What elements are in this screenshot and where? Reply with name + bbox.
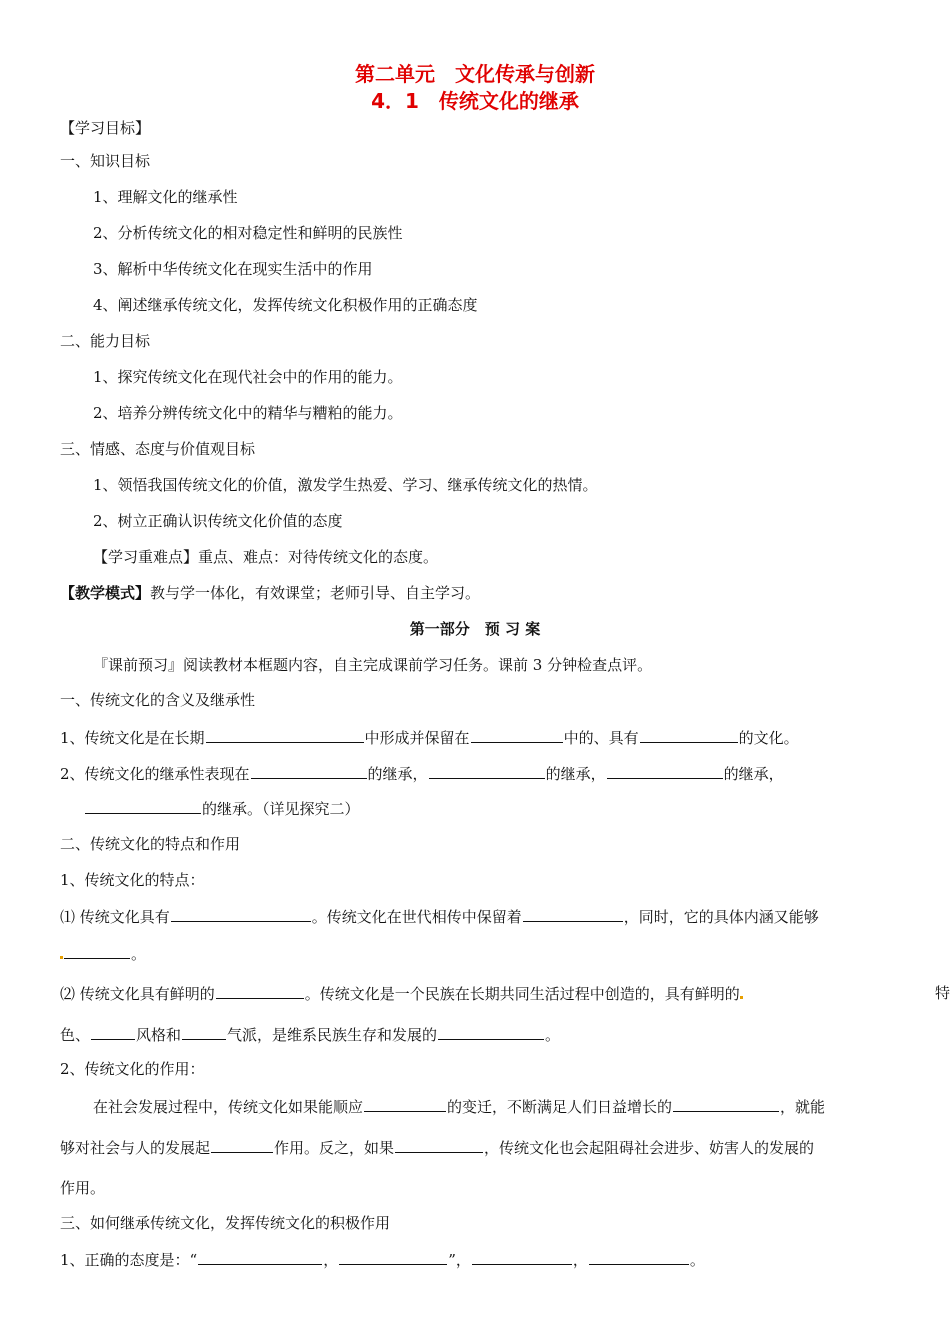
text-segment: 气派，是维系民族生存和发展的 (227, 1026, 438, 1044)
s2-r1 (93, 1096, 825, 1117)
fill-blank[interactable] (523, 906, 623, 922)
text-segment: 中的、具有 (563, 729, 639, 747)
fill-blank[interactable] (472, 1249, 572, 1265)
fill-blank[interactable] (640, 727, 738, 743)
fill-blank[interactable] (216, 983, 304, 999)
marker-dot (740, 996, 743, 999)
fill-blank[interactable] (673, 1096, 779, 1112)
objectives-heading: 【学习目标】 (60, 119, 151, 137)
knowledge-heading: 一、知识目标 (60, 152, 151, 170)
fill-blank[interactable] (251, 763, 367, 779)
text-segment: 中形成并保留在 (364, 729, 470, 747)
fill-blank[interactable] (607, 763, 723, 779)
text-segment: 的文化。 (738, 729, 799, 747)
part1-heading: 第一部分 预 习 案 (409, 620, 541, 638)
text-segment: 色、 (60, 1026, 91, 1044)
s1-q2-cont (84, 798, 360, 819)
text-segment: 在社会发展过程中，传统文化如果能顺应 (93, 1098, 364, 1116)
s2-r3: 作用。 (60, 1179, 106, 1197)
ability-heading: 二、能力目标 (60, 332, 151, 350)
emotion-item: 1、领悟我国传统文化的价值，激发学生热爱、学习、继承传统文化的热情。 (93, 476, 598, 494)
text-segment: ”， (448, 1251, 471, 1269)
s3-q1 (60, 1249, 705, 1270)
text-segment: 风格和 (136, 1026, 182, 1044)
fill-blank[interactable] (395, 1137, 483, 1153)
text-segment: 。 (131, 945, 147, 963)
text-segment: ⑵ 传统文化具有鲜明的 (60, 985, 215, 1003)
text-segment: 。 (689, 1251, 705, 1269)
text-segment: ⑴ 传统文化具有 (60, 908, 170, 926)
lesson-title: 4．1 传统文化的继承 (371, 89, 579, 113)
emotion-heading: 三、情感、态度与价值观目标 (60, 440, 256, 458)
text-segment: 1、传统文化是在长期 (60, 729, 205, 747)
preview-intro: 『课前预习』阅读教材本框题内容，自主完成课前学习任务。课前 3 分钟检查点评。 (93, 656, 653, 674)
marker-dot (60, 956, 63, 959)
text-segment: 的继承， (723, 765, 784, 783)
fill-blank[interactable] (211, 1137, 273, 1153)
text-segment: ， (323, 1251, 339, 1269)
text-segment: 特 (935, 984, 950, 1002)
text-segment: 2、传统文化的继承性表现在 (60, 765, 250, 783)
text-segment: 作用。反之，如果 (274, 1139, 395, 1157)
teaching-mode (60, 583, 480, 603)
unit-title: 第二单元 文化传承与创新 (355, 62, 595, 86)
knowledge-item: 4、阐述继承传统文化，发挥传统文化积极作用的正确态度 (93, 296, 478, 314)
fill-blank[interactable] (91, 1024, 135, 1040)
text-segment: 的继承。（详见探究二） (202, 800, 360, 818)
s2-p1-cont (60, 943, 146, 964)
s1-q1 (60, 727, 799, 748)
text-segment: 。传统文化是一个民族在长期共同生活过程中创造的，具有鲜明的 (304, 985, 740, 1003)
s1-q2 (60, 763, 784, 784)
s3-heading: 三、如何继承传统文化，发挥传统文化的积极作用 (60, 1214, 391, 1232)
s2-p2-cont (60, 1024, 560, 1045)
text-segment: 够对社会与人的发展起 (60, 1139, 211, 1157)
s2-heading: 二、传统文化的特点和作用 (60, 835, 241, 853)
fill-blank[interactable] (364, 1096, 446, 1112)
text-segment: ，传统文化也会起阻碍社会进步、妨害人的发展的 (484, 1139, 815, 1157)
fill-blank[interactable] (182, 1024, 226, 1040)
knowledge-item: 3、解析中华传统文化在现实生活中的作用 (93, 260, 373, 278)
fill-blank[interactable] (471, 727, 563, 743)
text-segment: 。 (545, 1026, 561, 1044)
s2-r2 (60, 1137, 814, 1158)
fill-blank[interactable] (206, 727, 364, 743)
fill-blank[interactable] (438, 1024, 544, 1040)
fill-blank[interactable] (429, 763, 545, 779)
s2-sub2: 2、传统文化的作用： (60, 1060, 205, 1078)
emotion-item: 2、树立正确认识传统文化价值的态度 (93, 512, 343, 530)
knowledge-item: 2、分析传统文化的相对稳定性和鲜明的民族性 (93, 224, 403, 242)
text-segment: 1、正确的态度是：“ (60, 1251, 198, 1269)
fill-blank[interactable] (198, 1249, 322, 1265)
s2-p2 (60, 983, 950, 1004)
s1-heading: 一、传统文化的含义及继承性 (60, 691, 256, 709)
s2-p1 (60, 906, 819, 927)
ability-item: 1、探究传统文化在现代社会中的作用的能力。 (93, 368, 403, 386)
fill-blank[interactable] (64, 943, 130, 959)
text-segment: ，同时，它的具体内涵又能够 (623, 908, 819, 926)
fill-blank[interactable] (339, 1249, 447, 1265)
text-segment: 的变迁，不断满足人们日益增长的 (447, 1098, 673, 1116)
ability-item: 2、培养分辨传统文化中的精华与糟粕的能力。 (93, 404, 403, 422)
knowledge-item: 1、理解文化的继承性 (93, 188, 238, 206)
fill-blank[interactable] (85, 798, 201, 814)
text-segment: ， (572, 1251, 588, 1269)
s2-sub1: 1、传统文化的特点： (60, 871, 205, 889)
teaching-mode-label: 【教学模式】 (60, 584, 151, 602)
text-segment: 。传统文化在世代相传中保留着 (311, 908, 522, 926)
text-segment: ，就能 (780, 1098, 826, 1116)
teaching-mode-text: 教与学一体化，有效课堂；老师引导、自主学习。 (150, 584, 481, 602)
key-points: 【学习重难点】重点、难点：对待传统文化的态度。 (93, 548, 439, 566)
fill-blank[interactable] (589, 1249, 689, 1265)
text-segment: 的继承， (545, 765, 606, 783)
text-segment: 的继承， (367, 765, 428, 783)
fill-blank[interactable] (171, 906, 311, 922)
